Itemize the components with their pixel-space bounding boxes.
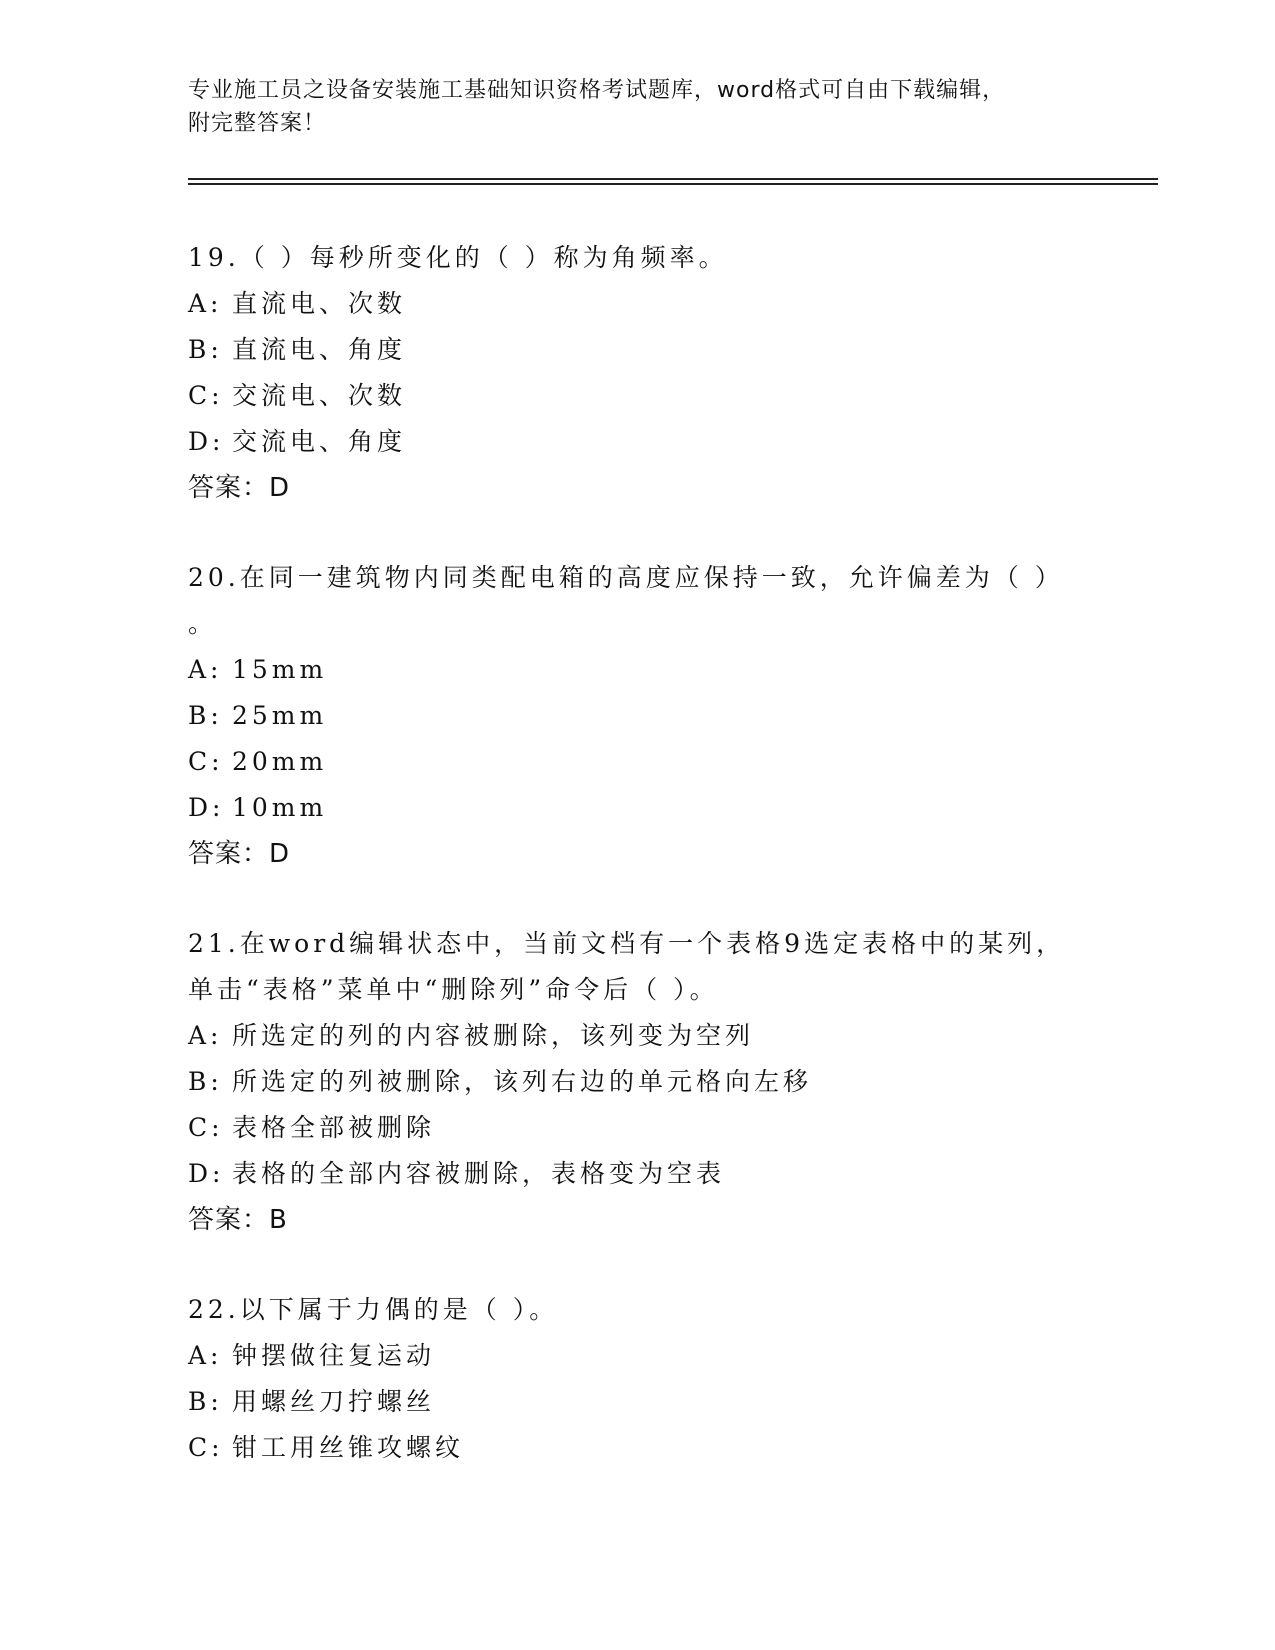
option-text: 钟摆做往复运动 bbox=[232, 1341, 436, 1370]
question-22 bbox=[188, 1287, 1088, 1471]
option-text: 所选定的列的内容被删除，该列变为空列 bbox=[232, 1021, 755, 1050]
option-a bbox=[188, 647, 1088, 693]
question-list bbox=[188, 235, 1088, 1515]
option-key: A: bbox=[188, 655, 223, 684]
option-text: 交流电、次数 bbox=[232, 381, 407, 410]
option-b bbox=[188, 1059, 1088, 1105]
option-key: A: bbox=[188, 289, 223, 318]
question-19 bbox=[188, 235, 1088, 511]
question-text: 22.以下属于力偶的是（ ）。 bbox=[188, 1295, 559, 1324]
option-key: A: bbox=[188, 1021, 223, 1050]
option-b bbox=[188, 693, 1088, 739]
option-text: 所选定的列被删除，该列右边的单元格向左移 bbox=[232, 1067, 813, 1096]
option-text: 直流电、次数 bbox=[232, 289, 407, 318]
question-21 bbox=[188, 921, 1088, 1243]
option-text: 20mm bbox=[232, 747, 328, 776]
option-key: C: bbox=[188, 1113, 224, 1142]
answer-line: 答案：B bbox=[188, 1205, 288, 1235]
option-key: A: bbox=[188, 1341, 223, 1370]
option-c bbox=[188, 1105, 1088, 1151]
option-key: D: bbox=[188, 793, 225, 822]
document-header bbox=[188, 74, 1068, 140]
option-d bbox=[188, 1151, 1088, 1197]
option-key: D: bbox=[188, 1159, 225, 1188]
option-text: 25mm bbox=[232, 701, 328, 730]
option-text: 用螺丝刀拧螺丝 bbox=[232, 1387, 436, 1416]
option-a bbox=[188, 281, 1088, 327]
option-key: C: bbox=[188, 381, 224, 410]
option-c bbox=[188, 373, 1088, 419]
option-a bbox=[188, 1013, 1088, 1059]
option-text: 钳工用丝锥攻螺纹 bbox=[232, 1433, 465, 1462]
option-d bbox=[188, 785, 1088, 831]
option-text: 10mm bbox=[232, 793, 328, 822]
option-d bbox=[188, 419, 1088, 465]
answer-line: 答案：D bbox=[188, 473, 291, 503]
option-text: 直流电、角度 bbox=[232, 335, 407, 364]
option-text: 表格全部被删除 bbox=[232, 1113, 436, 1142]
option-c bbox=[188, 1425, 1088, 1471]
option-text: 15mm bbox=[232, 655, 328, 684]
option-key: C: bbox=[188, 747, 224, 776]
option-text: 表格的全部内容被删除，表格变为空表 bbox=[232, 1159, 726, 1188]
header-divider-bottom bbox=[188, 183, 1158, 185]
header-divider-top bbox=[188, 178, 1158, 180]
question-text: 21.在word编辑状态中，当前文档有一个表格9选定表格中的某列， 单击“表格”菜单中“删除列”命令后（ ）。 bbox=[188, 929, 1066, 1004]
option-key: D: bbox=[188, 427, 225, 456]
question-20 bbox=[188, 555, 1088, 877]
option-a bbox=[188, 1333, 1088, 1379]
option-key: C: bbox=[188, 1433, 224, 1462]
option-text: 交流电、角度 bbox=[232, 427, 407, 456]
question-text: 20.在同一建筑物内同类配电箱的高度应保持一致，允许偏差为（ ） 。 bbox=[188, 563, 1064, 638]
header-title-line-1: 专业施工员之设备安装施工基础知识资格考试题库，word格式可自由下载编辑， bbox=[188, 78, 1006, 103]
option-b bbox=[188, 1379, 1088, 1425]
option-b bbox=[188, 327, 1088, 373]
option-key: B: bbox=[188, 335, 223, 364]
option-key: B: bbox=[188, 1067, 223, 1096]
option-key: B: bbox=[188, 1387, 223, 1416]
header-title-line-2: 附完整答案！ bbox=[188, 111, 327, 136]
option-c bbox=[188, 739, 1088, 785]
option-key: B: bbox=[188, 701, 223, 730]
answer-line: 答案：D bbox=[188, 839, 291, 869]
question-text: 19.（ ）每秒所变化的（ ）称为角频率。 bbox=[188, 243, 728, 272]
